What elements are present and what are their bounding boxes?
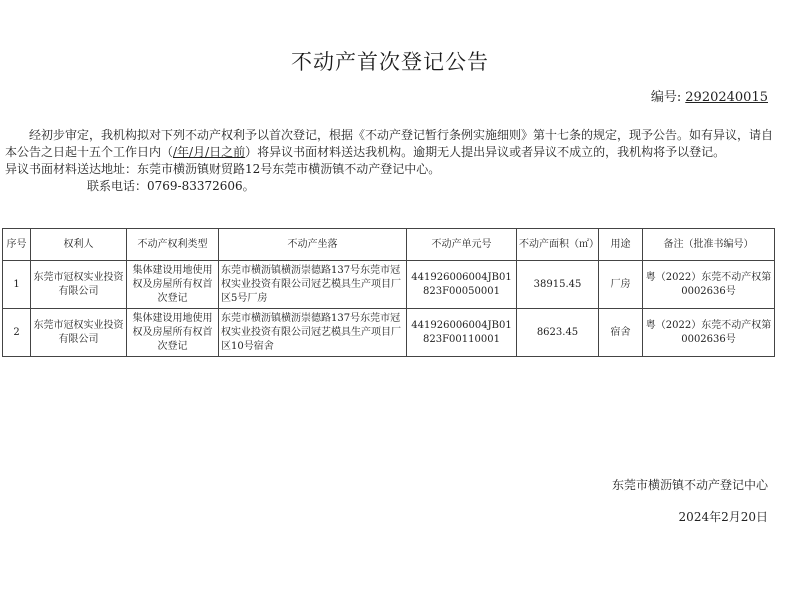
notice-text-b: ）将异议书面材料送达我机构。逾期无人提出异议或者异议不成立的，我机构将予以登记。: [245, 145, 726, 159]
cell-area: 38915.45: [517, 261, 599, 309]
document-number-label: 编号:: [650, 90, 682, 105]
cell-right-type: 集体建设用地使用权及房屋所有权首次登记: [127, 261, 219, 309]
header-right-type: 不动产权利类型: [127, 229, 219, 261]
notice-body: [5, 127, 775, 195]
objection-deadline: /年/月/日之前: [173, 145, 246, 159]
cell-remark: 粤（2022）东莞不动产权第0002636号: [643, 261, 775, 309]
objection-address: 异议书面材料送达地址：东莞市横沥镇财贸路12号东莞市横沥镇不动产登记中心。: [5, 162, 441, 176]
header-location: 不动产坐落: [219, 229, 407, 261]
document-number: [651, 86, 768, 105]
cell-unit-no: 441926006004JB01823F00110001: [407, 309, 517, 357]
table-row: [3, 261, 775, 309]
registration-table: [2, 228, 775, 357]
cell-use: 宿舍: [599, 309, 643, 357]
contact-phone: 联系电话：0769-83372606。: [87, 179, 255, 193]
table-header-row: [3, 229, 775, 261]
table-row: [3, 309, 775, 357]
cell-holder: 东莞市冠权实业投资有限公司: [31, 309, 127, 357]
cell-location: 东莞市横沥镇横沥崇德路137号东莞市冠权实业投资有限公司冠艺模具生产项目厂区5号厂房: [219, 261, 407, 309]
page-title: 不动产首次登记公告: [291, 50, 489, 74]
cell-right-type: 集体建设用地使用权及房屋所有权首次登记: [127, 309, 219, 357]
cell-seq: 1: [3, 261, 31, 309]
issuer-name: 东莞市横沥镇不动产登记中心: [611, 478, 768, 492]
header-use: 用途: [599, 229, 643, 261]
cell-unit-no: 441926006004JB01823F00050001: [407, 261, 517, 309]
notice-paragraph: [5, 127, 775, 161]
header-area: 不动产面积（㎡）: [517, 229, 599, 261]
document-number-value: 2920240015: [685, 90, 768, 105]
notice-text-a: 经初步审定，我机构拟对下列不动产权利予以首次登记，根据《不动产登记暂行条例实施细则》第十七条的规定，现予公告。如有异议，请自本公告之日起十五个工作日内（: [5, 128, 774, 159]
header-unit-no: 不动产单元号: [407, 229, 517, 261]
header-holder: 权利人: [31, 229, 127, 261]
cell-location: 东莞市横沥镇横沥崇德路137号东莞市冠权实业投资有限公司冠艺模具生产项目厂区10号宿舍: [219, 309, 407, 357]
cell-remark: 粤（2022）东莞不动产权第0002636号: [643, 309, 775, 357]
header-remark: 备注（批准书编号）: [643, 229, 775, 261]
issue-date: 2024年2月20日: [678, 510, 768, 524]
header-seq: 序号: [3, 229, 31, 261]
cell-seq: 2: [3, 309, 31, 357]
cell-use: 厂房: [599, 261, 643, 309]
cell-holder: 东莞市冠权实业投资有限公司: [31, 261, 127, 309]
cell-area: 8623.45: [517, 309, 599, 357]
